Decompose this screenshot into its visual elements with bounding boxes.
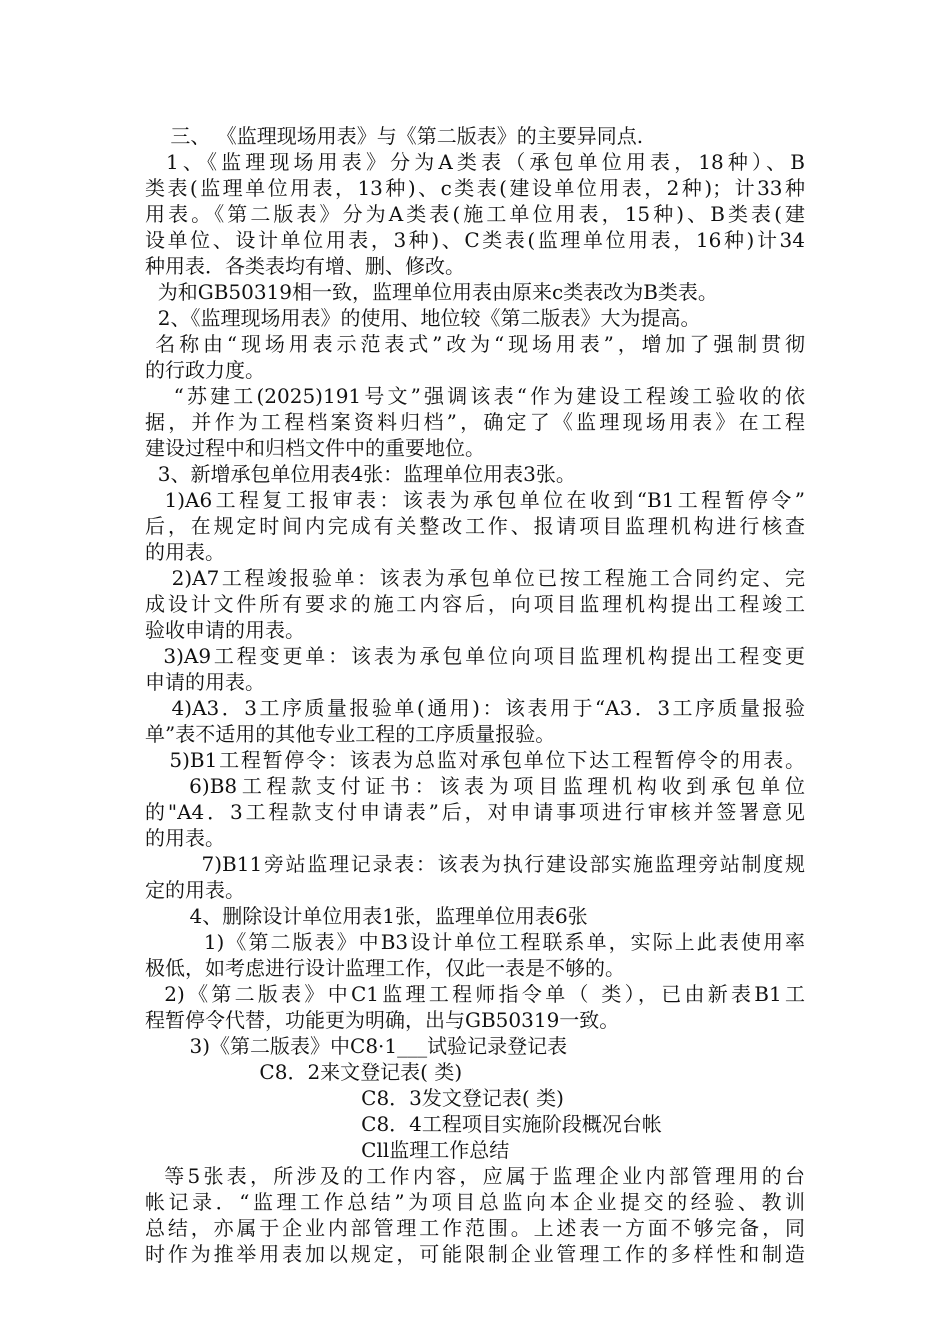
text-line: 1)《第二版表》中B3设计单位工程联系单，实际上此表使用率 (145, 930, 805, 954)
text-line: 用表。《第二版表》分为A类表(施工单位用表，15种)、B类表(建 (145, 202, 805, 226)
text-line: 成设计文件所有要求的施工内容后，向项目监理机构提出工程竣工 (145, 592, 805, 616)
text-line: 4)A3．3工序质量报验单(通用)：该表用于“A3．3工序质量报验 (145, 696, 805, 720)
text-line: 类表(监理单位用表，13种)、c类表(建设单位用表，2种)；计33种 (145, 176, 805, 200)
text-line: 总结，亦属于企业内部管理工作范围。上述表一方面不够完备，同 (145, 1216, 805, 1240)
text-line: 设单位、设计单位用表，3种)、C类表(监理单位用表，16种)计34 (145, 228, 805, 252)
text-line: 2)《第二版表》中C1监理工程师指令单（ 类），已由新表B1工 (145, 982, 805, 1006)
text-line: 帐记录．“监理工作总结”为项目总监向本企业提交的经验、教训 (145, 1190, 805, 1214)
text-line: 1)A6工程复工报审表：该表为承包单位在收到“B1工程暂停令” (145, 488, 805, 512)
text-line: 3)A9工程变更单：该表为承包单位向项目监理机构提出工程变更 (145, 644, 805, 668)
text-line: 种用表．各类表均有增、删、修改。 (145, 254, 465, 278)
text-line: 1、《监理现场用表》分为A类表（承包单位用表，18种）、B (145, 150, 805, 174)
text-line: 单”表不适用的其他专业工程的工序质量报验。 (145, 722, 556, 746)
text-line: 2、《监理现场用表》的使用、地位较《第二版表》大为提高。 (145, 306, 701, 330)
text-line: 等5张表，所涉及的工作内容，应属于监理企业内部管理用的台 (145, 1164, 805, 1188)
text-line: 后，在规定时间内完成有关整改工作、报请项目监理机构进行核查 (145, 514, 805, 538)
text-line: 程暂停令代替，功能更为明确，出与GB50319一致。 (145, 1008, 620, 1032)
text-line: 申请的用表。 (145, 670, 265, 694)
text-line: 5)B1工程暂停令：该表为总监对承包单位下达工程暂停令的用表。 (145, 748, 805, 772)
text-line: 时作为推举用表加以规定，可能限制企业管理工作的多样性和制造 (145, 1242, 805, 1266)
text-line: 建设过程中和归档文件中的重要地位。 (145, 436, 485, 460)
list-line: Cll监理工作总结 (145, 1138, 510, 1162)
text-line: 为和GB50319相一致，监理单位用表由原来c类表改为B类表。 (145, 280, 718, 304)
text-line: 极低，如考虑进行设计监理工作，仅此一表是不够的。 (145, 956, 625, 980)
text-line: 的用表。 (145, 540, 225, 564)
text-line: 据，并作为工程档案资料归档”，确定了《监理现场用表》在工程 (145, 410, 805, 434)
text-line: 7)B11旁站监理记录表：该表为执行建设部实施监理旁站制度规 (145, 852, 805, 876)
text-line: 3、新增承包单位用表4张：监理单位用表3张。 (145, 462, 576, 486)
text-line: 的用表。 (145, 826, 225, 850)
list-line: C8．3发文登记表( 类) (145, 1086, 564, 1110)
text-line: “苏建工(2025)191号文”强调该表“作为建设工程竣工验收的依 (145, 384, 805, 408)
list-line: C8．2来文登记表( 类) (145, 1060, 463, 1084)
heading-section-three: 三、 《监理现场用表》与《第二版表》的主要异同点. (145, 124, 644, 148)
text-line: 6)B8工程款支付证书：该表为项目监理机构收到承包单位 (145, 774, 805, 798)
list-line: C8．4工程项目实施阶段概况台帐 (145, 1112, 662, 1136)
text-line: 验收申请的用表。 (145, 618, 305, 642)
text-line: 定的用表。 (145, 878, 245, 902)
text-line: 名称由“现场用表示范表式”改为“现场用表”，增加了强制贯彻 (145, 332, 805, 356)
text-line: 4、删除设计单位用表1张，监理单位用表6张 (145, 904, 588, 928)
text-line: 的"A4．3工程款支付申请表”后，对申请事项进行审核并签署意见 (145, 800, 805, 824)
text-line: 2)A7工程竣报验单：该表为承包单位已按工程施工合同约定、完 (145, 566, 805, 590)
text-line: 3)《第二版表》中C8·1___试验记录登记表 (145, 1034, 568, 1058)
text-line: 的行政力度。 (145, 358, 265, 382)
